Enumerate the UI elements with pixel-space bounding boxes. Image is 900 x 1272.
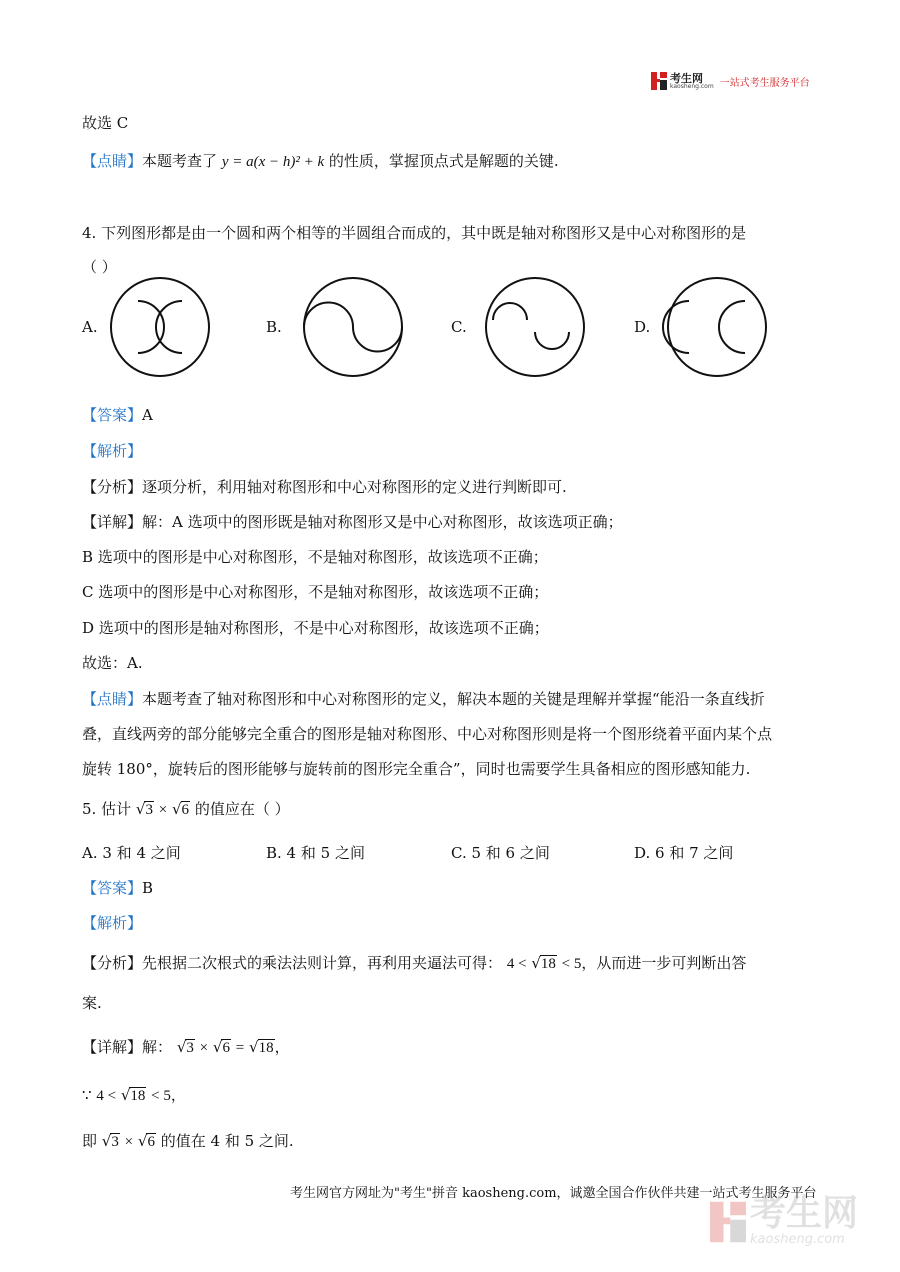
q5-stem-end: 的值应在（ ） xyxy=(194,800,290,818)
q5-conclusion xyxy=(82,1130,294,1151)
answer-value: A xyxy=(142,406,153,424)
tip-text-end: 的性质，掌握顶点式是解题的关键. xyxy=(328,152,559,170)
q5-because xyxy=(82,1084,186,1105)
q4-detail-d: D 选项中的图形是轴对称图形，不是中心对称图形，故该选项不正确； xyxy=(82,619,549,637)
q4-choice: 故选：A. xyxy=(82,654,143,672)
q5-answer xyxy=(82,877,153,898)
q4-stem: 4. 下列图形都是由一个圆和两个相等的半圆组合而成的，其中既是轴对称图形又是中心对称图形的是 xyxy=(82,224,747,242)
q4-figure-a xyxy=(105,272,215,382)
q4-tip-line3: 旋转 180°，旋转后的图形能够与旋转前的图形完全重合”，同时也需要学生具备相应的图形感知能力. xyxy=(82,760,751,778)
sqrt-icon: √ xyxy=(531,954,541,972)
q4-figure-d xyxy=(662,272,772,382)
times-sign: × xyxy=(199,1040,209,1056)
logo-domain: kaosheng.com xyxy=(670,82,714,90)
q4-option-b-label: B. xyxy=(266,318,282,336)
ineq-left: 4 < xyxy=(506,956,527,972)
vertex-formula: y = a(x − h)² + k xyxy=(221,154,325,170)
q5-radicand-3: 3 xyxy=(145,802,153,818)
sqrt-icon: √ xyxy=(120,1086,131,1104)
sqrt-icon: √ xyxy=(137,1132,148,1150)
q5-option-d: D. 6 和 7 之间 xyxy=(634,844,734,862)
fenxi-text-end: ，从而进一步可判断出答 xyxy=(581,954,747,972)
detail-text: 解： xyxy=(142,1038,173,1056)
because-right: < 5 xyxy=(151,1088,171,1104)
answer-value: B xyxy=(142,879,154,897)
sqrt-icon: √ xyxy=(135,800,146,818)
q4-tip xyxy=(82,688,765,709)
q4-figure-c xyxy=(480,272,590,382)
logo-name: 考生网 xyxy=(670,71,703,85)
q4-figure-b xyxy=(298,272,408,382)
q5-fenxi xyxy=(82,952,746,973)
fenxi-text: 逐项分析，利用轴对称图形和中心对称图形的定义进行判断即可. xyxy=(142,478,567,496)
q4-answer xyxy=(82,404,153,425)
q4-option-a-label: A. xyxy=(82,318,98,336)
fenxi-text: 先根据二次根式的乘法法则计算，再利用夹逼法可得： xyxy=(142,954,503,972)
detail-tag: 【详解】 xyxy=(82,1038,143,1056)
radicand-6: 6 xyxy=(147,1134,155,1150)
footer-text: 考生网官方网址为"考生"拼音 kaosheng.com，诚邀全国合作伙伴共建一站式考生服务平台 xyxy=(290,1186,817,1201)
header-logo xyxy=(651,72,810,90)
kaosheng-logo-icon xyxy=(651,72,667,90)
prev-choice: 故选 C xyxy=(82,114,129,132)
radicand-18: 18 xyxy=(258,1040,274,1056)
equals-sign: = xyxy=(235,1040,245,1056)
q5-fenxi-line2: 案. xyxy=(82,994,102,1012)
q5-option-b: B. 4 和 5 之间 xyxy=(266,844,365,862)
because-icon: ∵ xyxy=(82,1086,92,1104)
radicand-3: 3 xyxy=(111,1134,119,1150)
fenxi-tag: 【分析】 xyxy=(82,954,143,972)
prev-tip xyxy=(82,150,559,171)
because-left: 4 < xyxy=(96,1088,117,1104)
sqrt-icon: √ xyxy=(176,1038,187,1056)
detail-text: 解：A 选项中的图形既是轴对称图形又是中心对称图形，故该选项正确； xyxy=(142,513,623,531)
watermark-name: 考生网 xyxy=(750,1193,859,1234)
q4-fenxi xyxy=(82,476,567,497)
sqrt-icon: √ xyxy=(171,800,182,818)
answer-tag: 【答案】 xyxy=(82,406,143,424)
tip-text: 本题考查了 xyxy=(142,152,218,170)
because-comma: ， xyxy=(170,1086,186,1104)
sqrt-icon: √ xyxy=(212,1038,223,1056)
watermark-domain: kaosheng.com xyxy=(750,1232,845,1247)
q4-stem-paren: （ ） xyxy=(82,258,117,276)
logo-slogan: 一站式考生服务平台 xyxy=(719,77,810,89)
q4-option-d-label: D. xyxy=(634,318,651,336)
sqrt-icon: √ xyxy=(249,1038,259,1056)
q4-analysis-tag: 【解析】 xyxy=(82,442,143,460)
q5-stem xyxy=(82,798,290,819)
conclusion-text: 的值在 4 和 5 之间. xyxy=(160,1132,294,1150)
radicand-18: 18 xyxy=(540,956,556,972)
q4-detail-c: C 选项中的图形是中心对称图形，不是轴对称图形，故该选项不正确； xyxy=(82,583,549,601)
q5-option-a: A. 3 和 4 之间 xyxy=(82,844,181,862)
q5-number: 5. 估计 xyxy=(82,800,132,818)
watermark-logo-icon xyxy=(710,1201,746,1243)
q5-detail xyxy=(82,1036,290,1057)
radicand-3: 3 xyxy=(186,1040,194,1056)
tip-tag: 【点睛】 xyxy=(82,690,143,708)
times-sign: × xyxy=(124,1134,134,1150)
q5-radicand-6: 6 xyxy=(181,802,190,818)
radicand-18: 18 xyxy=(130,1088,146,1104)
sqrt-icon: √ xyxy=(101,1132,112,1150)
q4-detail xyxy=(82,511,623,532)
times-sign: × xyxy=(158,802,168,818)
q5-option-c: C. 5 和 6 之间 xyxy=(451,844,550,862)
tip-tag: 【点睛】 xyxy=(82,152,143,170)
tip-text: 本题考查了轴对称图形和中心对称图形的定义，解决本题的关键是理解并掌握“能沿一条直线折 xyxy=(142,690,765,708)
fenxi-tag: 【分析】 xyxy=(82,478,143,496)
q5-analysis-tag: 【解析】 xyxy=(82,914,143,932)
radicand-6: 6 xyxy=(222,1040,230,1056)
q4-detail-b: B 选项中的图形是中心对称图形，不是轴对称图形，故该选项不正确； xyxy=(82,548,548,566)
ineq-right: < 5 xyxy=(561,956,582,972)
detail-tag: 【详解】 xyxy=(82,513,143,531)
q4-tip-line2: 叠，直线两旁的部分能够完全重合的图形是轴对称图形、中心对称图形则是将一个图形绕着平面内某个点 xyxy=(82,725,773,743)
q4-option-c-label: C. xyxy=(451,318,467,336)
answer-tag: 【答案】 xyxy=(82,879,143,897)
detail-comma: ， xyxy=(274,1038,290,1056)
watermark-logo xyxy=(710,1193,859,1247)
conclusion-prefix: 即 xyxy=(82,1132,98,1150)
